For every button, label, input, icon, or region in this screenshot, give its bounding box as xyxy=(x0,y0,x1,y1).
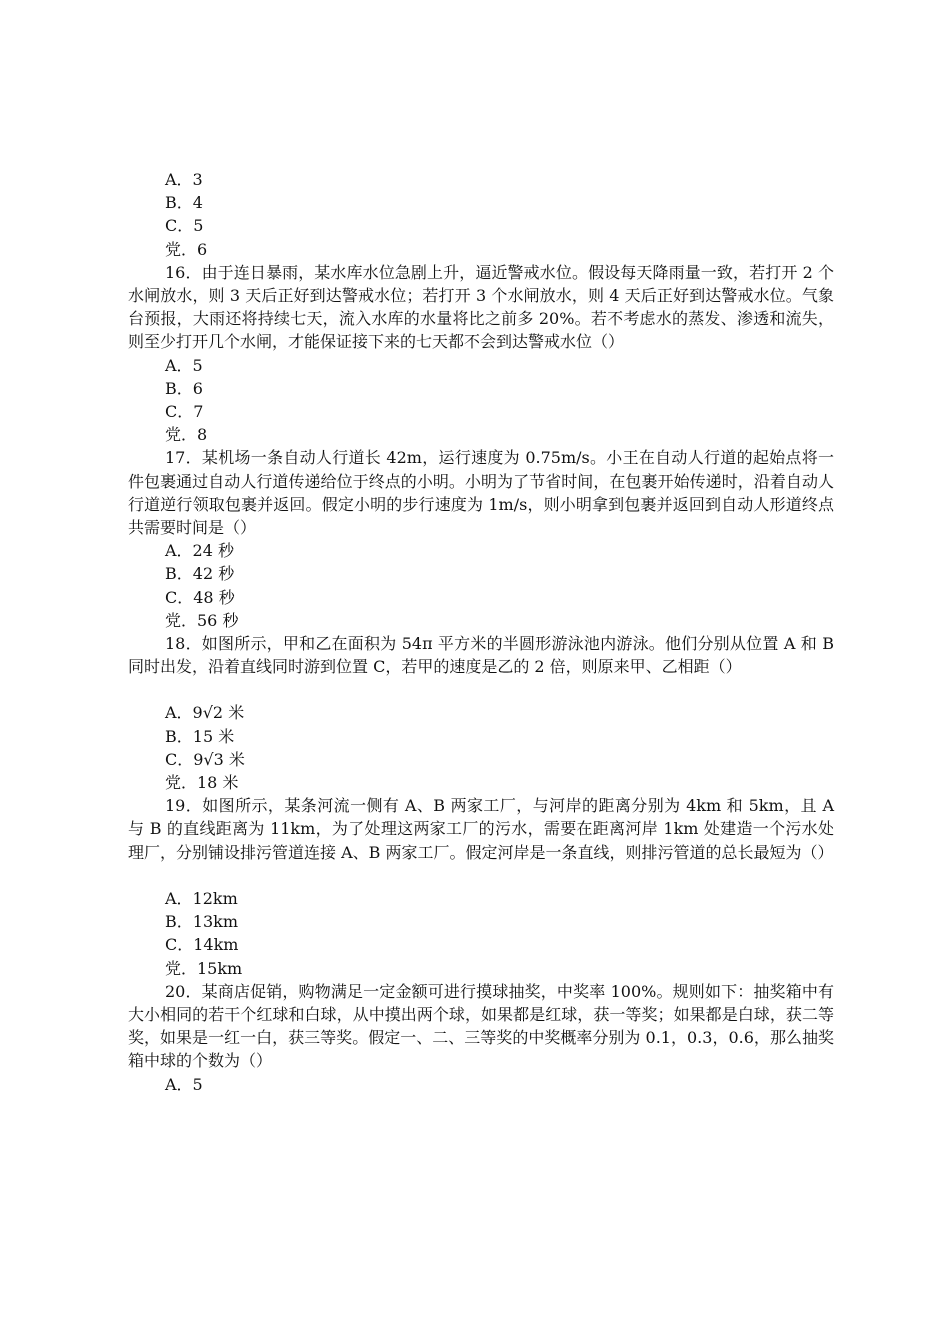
q19-option-d: 党．15km xyxy=(165,958,243,978)
q15-option-c: C．5 xyxy=(165,216,204,236)
q16-option-d: 党．8 xyxy=(165,425,208,445)
q18-figure-placeholder xyxy=(128,678,834,701)
q19-option-a: A．12km xyxy=(165,888,238,908)
q17-option-a: A．24 秒 xyxy=(165,541,235,561)
q18-option-b: B．15 米 xyxy=(165,726,235,746)
q16-option-c: C．7 xyxy=(165,402,204,422)
q17-option-b: B．42 秒 xyxy=(165,564,235,584)
q16-stem: 16．由于连日暴雨，某水库水位急剧上升，逼近警戒水位。假设每天降雨量一致，若打开 2 个水闸放水，则 3 天后正好到达警戒水位；若打开 3 个水闸放水，则 4 天后正好到达警戒水位。气象台预报，大雨还将持续七天，流入水库的水量将比之前多 20%。若不考虑水的蒸发、渗透和流失，则至少打开几个水闸，才能保证接下来的七天都不会到达警戒水位（） xyxy=(128,262,834,352)
q17-option-d: 党．56 秒 xyxy=(165,610,239,630)
question-list xyxy=(128,168,834,1096)
q16-option-b: B．6 xyxy=(165,378,203,398)
q19-option-b: B．13km xyxy=(165,912,238,932)
q18-option-c: C．9√3 米 xyxy=(165,749,245,769)
q17-stem: 17．某机场一条自动人行道长 42m，运行速度为 0.75m/s。小王在自动人行道的起始点将一件包裹通过自动人行道传递给位于终点的小明。小明为了节省时间，在包裹开始传递时，沿着自动人行道逆行领取包裹并返回。假定小明的步行速度为 1m/s，则小明拿到包裹并返回到自动人形道终点共需要时间是（） xyxy=(128,448,834,538)
q19-option-c: C．14km xyxy=(165,935,239,955)
q18-option-a: A．9√2 米 xyxy=(165,703,245,723)
q20-stem: 20．某商店促销，购物满足一定金额可进行摸球抽奖，中奖率 100%。规则如下：抽奖箱中有大小相同的若干个红球和白球，从中摸出两个球，如果都是红球，获一等奖；如果都是白球，获二等奖，如果是一红一白，获三等奖。假定一、二、三等奖的中奖概率分别为 0.1，0.3，0.6，那么抽奖箱中球的个数为（） xyxy=(128,981,834,1071)
q17-option-c: C．48 秒 xyxy=(165,587,235,607)
q18-option-d: 党．18 米 xyxy=(165,773,239,793)
q19-figure-placeholder xyxy=(128,864,834,887)
q15-option-b: B．4 xyxy=(165,193,203,213)
q18-stem: 18．如图所示，甲和乙在面积为 54π 平方米的半圆形游泳池内游泳。他们分别从位置 A 和 B 同时出发，沿着直线同时游到位置 C，若甲的速度是乙的 2 倍，则原来甲、乙相距（） xyxy=(128,634,834,677)
q16-option-a: A．5 xyxy=(165,355,203,375)
q19-stem: 19．如图所示，某条河流一侧有 A、B 两家工厂，与河岸的距离分别为 4km 和 5km，且 A 与 B 的直线距离为 11km，为了处理这两家工厂的污水，需要在距离河岸 1km 处建造一个污水处理厂，分别铺设排污管道连接 A、B 两家工厂。假定河岸是一条直线，则排污管道的总长最短为（） xyxy=(128,796,834,862)
q15-option-d: 党．6 xyxy=(165,239,208,259)
q15-option-a: A．3 xyxy=(165,170,203,189)
q20-option-a: A．5 xyxy=(165,1074,203,1094)
